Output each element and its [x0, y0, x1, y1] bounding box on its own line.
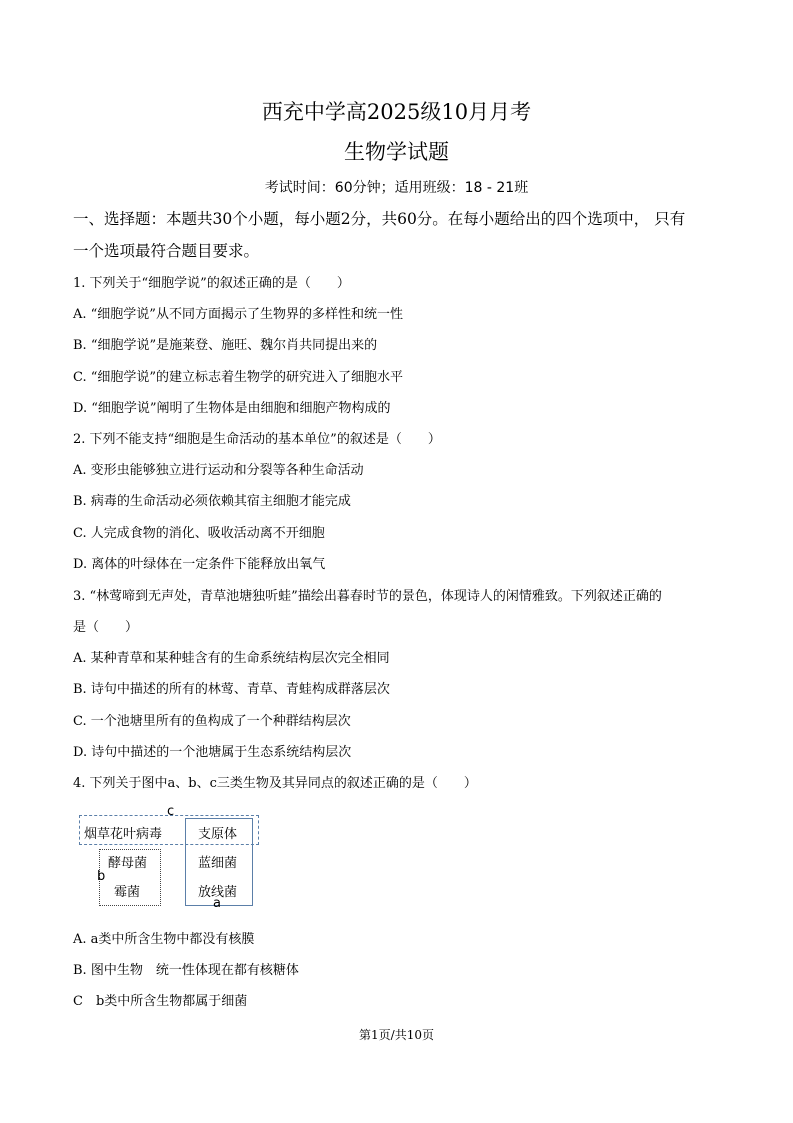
q4-option-a: A. a类中所含生物中都没有核膜: [73, 932, 255, 947]
q3-option-d: D. 诗句中描述的一个池塘属于生态系统结构层次: [73, 745, 352, 760]
section-heading-line1: 一、选择题：本题共30个小题，每小题2分，共60分。在每小题给出的四个选项中， 只有: [73, 210, 686, 228]
q2-stem: 2. 下列不能支持“细胞是生命活动的基本单位”的叙述是（ ）: [73, 432, 441, 447]
q4-option-b: B. 图中生物 统一性体现在都有核糖体: [73, 963, 299, 978]
section-heading-line2: 一个选项最符合题目要求。: [73, 242, 260, 260]
q3-stem-line1: 3. “林莺啼到无声处，青草池塘独听蛙”描绘出暮春时节的景色，体现诗人的闲情雅致。下列叙述正确的: [73, 589, 662, 604]
q1-option-b: B. “细胞学说”是施莱登、施旺、魏尔肖共同提出来的: [73, 338, 378, 353]
q3-option-c: C. 一个池塘里所有的鱼构成了一个种群结构层次: [73, 714, 351, 729]
organism-actinomycete: 放线菌: [198, 885, 238, 900]
q1-option-a: A. “细胞学说”从不同方面揭示了生物界的多样性和统一性: [73, 307, 403, 322]
organism-yeast: 酵母菌: [108, 856, 148, 871]
q3-option-a: A. 某种青草和某种蛙含有的生命系统结构层次完全相同: [73, 651, 390, 666]
q2-option-b: B. 病毒的生命活动必须依赖其宿主细胞才能完成: [73, 494, 351, 509]
classification-diagram: [77, 804, 267, 912]
organism-tobacco-mosaic-virus: 烟草花叶病毒: [84, 827, 163, 842]
q2-option-c: C. 人完成食物的消化、吸收活动离不开细胞: [73, 526, 325, 541]
q2-option-d: D. 离体的叶绿体在一定条件下能释放出氧气: [73, 557, 326, 572]
organism-mold: 霉菌: [114, 885, 141, 900]
q1-stem: 1. 下列关于“细胞学说”的叙述正确的是（ ）: [73, 276, 350, 291]
q3-stem-line2: 是（ ）: [73, 620, 139, 635]
q4-option-c: C b类中所含生物都属于细菌: [73, 994, 248, 1009]
label-a: a: [213, 896, 221, 911]
label-c: c: [167, 804, 175, 819]
organism-cyanobacteria: 蓝细菌: [198, 856, 238, 871]
organism-mycoplasma: 支原体: [198, 827, 238, 842]
q1-option-d: D. “细胞学说”阐明了生物体是由细胞和细胞产物构成的: [73, 401, 391, 416]
q2-option-a: A. 变形虫能够独立进行运动和分裂等各种生命活动: [73, 463, 364, 478]
subject-title: 生物学试题: [344, 140, 449, 164]
exam-info: 考试时间：60分钟；适用班级：18 - 21班: [264, 180, 529, 196]
page-footer: 第1页/共10页: [359, 1028, 434, 1042]
label-b: b: [97, 869, 106, 884]
q1-option-c: C. “细胞学说”的建立标志着生物学的研究进入了细胞水平: [73, 370, 404, 385]
exam-title: 西充中学高2025级10月月考: [261, 100, 532, 124]
q4-stem: 4. 下列关于图中a、b、c三类生物及其异同点的叙述正确的是（ ）: [73, 776, 477, 791]
q3-option-b: B. 诗句中描述的所有的林莺、青草、青蛙构成群落层次: [73, 682, 390, 697]
